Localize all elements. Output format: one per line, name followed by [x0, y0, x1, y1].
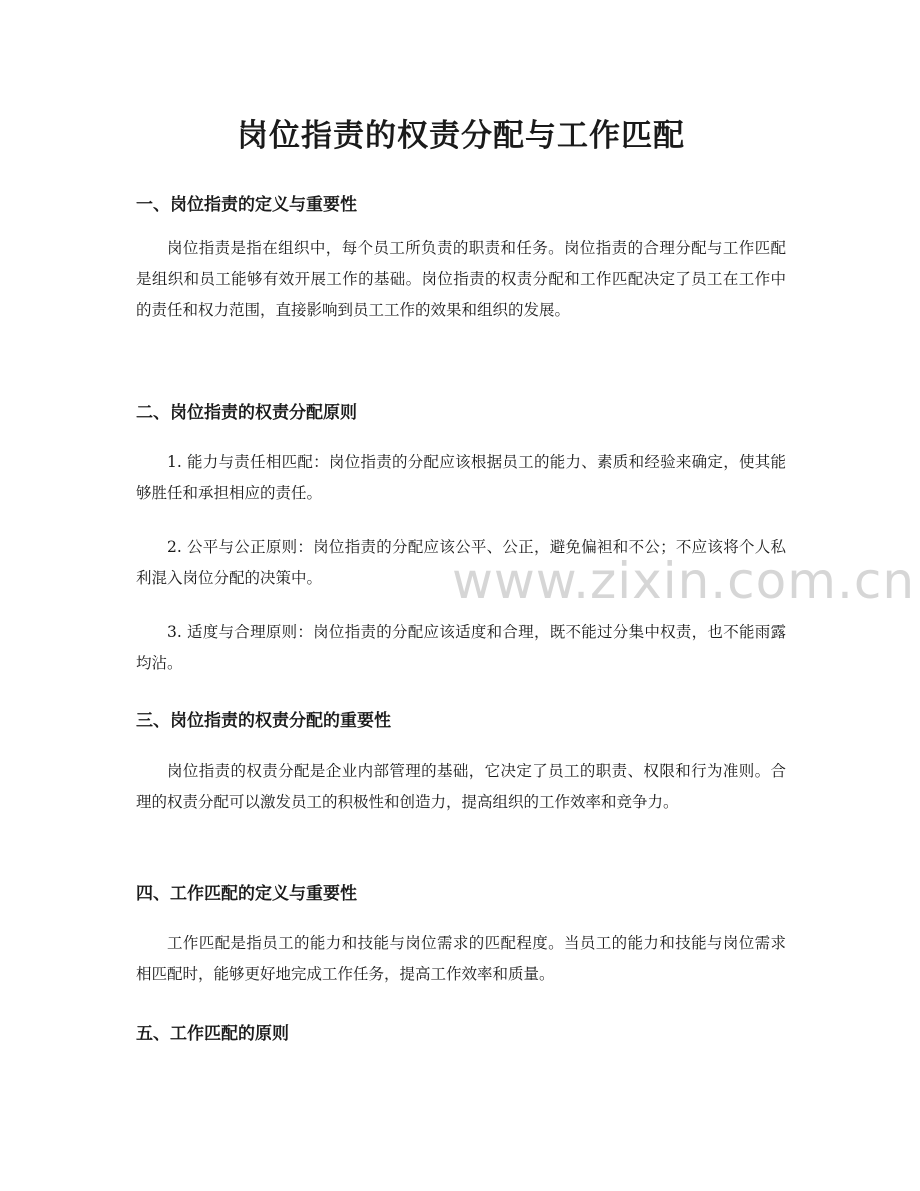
- section-heading-3: 三、岗位指责的权责分配的重要性: [136, 711, 391, 731]
- document-title: 岗位指责的权责分配与工作匹配: [237, 118, 685, 154]
- section-heading-2: 二、岗位指责的权责分配原则: [136, 403, 357, 423]
- section-4-paragraph-1: 工作匹配是指员工的能力和技能与岗位需求的匹配程度。当员工的能力和技能与岗位需求相匹配时，能够更好地完成工作任务，提高工作效率和质量。: [136, 934, 786, 983]
- section-2-item-1: 1. 能力与责任相匹配：岗位指责的分配应该根据员工的能力、素质和经验来确定，使其能够胜任和承担相应的责任。: [136, 453, 786, 502]
- section-heading-5: 五、工作匹配的原则: [136, 1024, 289, 1044]
- section-2-item-3: 3. 适度与合理原则：岗位指责的分配应该适度和合理，既不能过分集中权责，也不能雨露均沾。: [136, 623, 786, 672]
- watermark-text: www.zixin.com.cn: [452, 552, 916, 610]
- section-2-item-2: 2. 公平与公正原则：岗位指责的分配应该公平、公正，避免偏袒和不公；不应该将个人私利混入岗位分配的决策中。: [136, 538, 786, 587]
- section-3-paragraph-1: 岗位指责的权责分配是企业内部管理的基础，它决定了员工的职责、权限和行为准则。合理的权责分配可以激发员工的积极性和创造力，提高组织的工作效率和竞争力。: [136, 762, 786, 811]
- section-1-paragraph-1: 岗位指责是指在组织中，每个员工所负责的职责和任务。岗位指责的合理分配与工作匹配是组织和员工能够有效开展工作的基础。岗位指责的权责分配和工作匹配决定了员工在工作中的责任和权力范围，直接影响到员工工作的效果和组织的发展。: [136, 239, 786, 319]
- section-heading-1: 一、岗位指责的定义与重要性: [136, 195, 357, 215]
- section-heading-4: 四、工作匹配的定义与重要性: [136, 884, 357, 904]
